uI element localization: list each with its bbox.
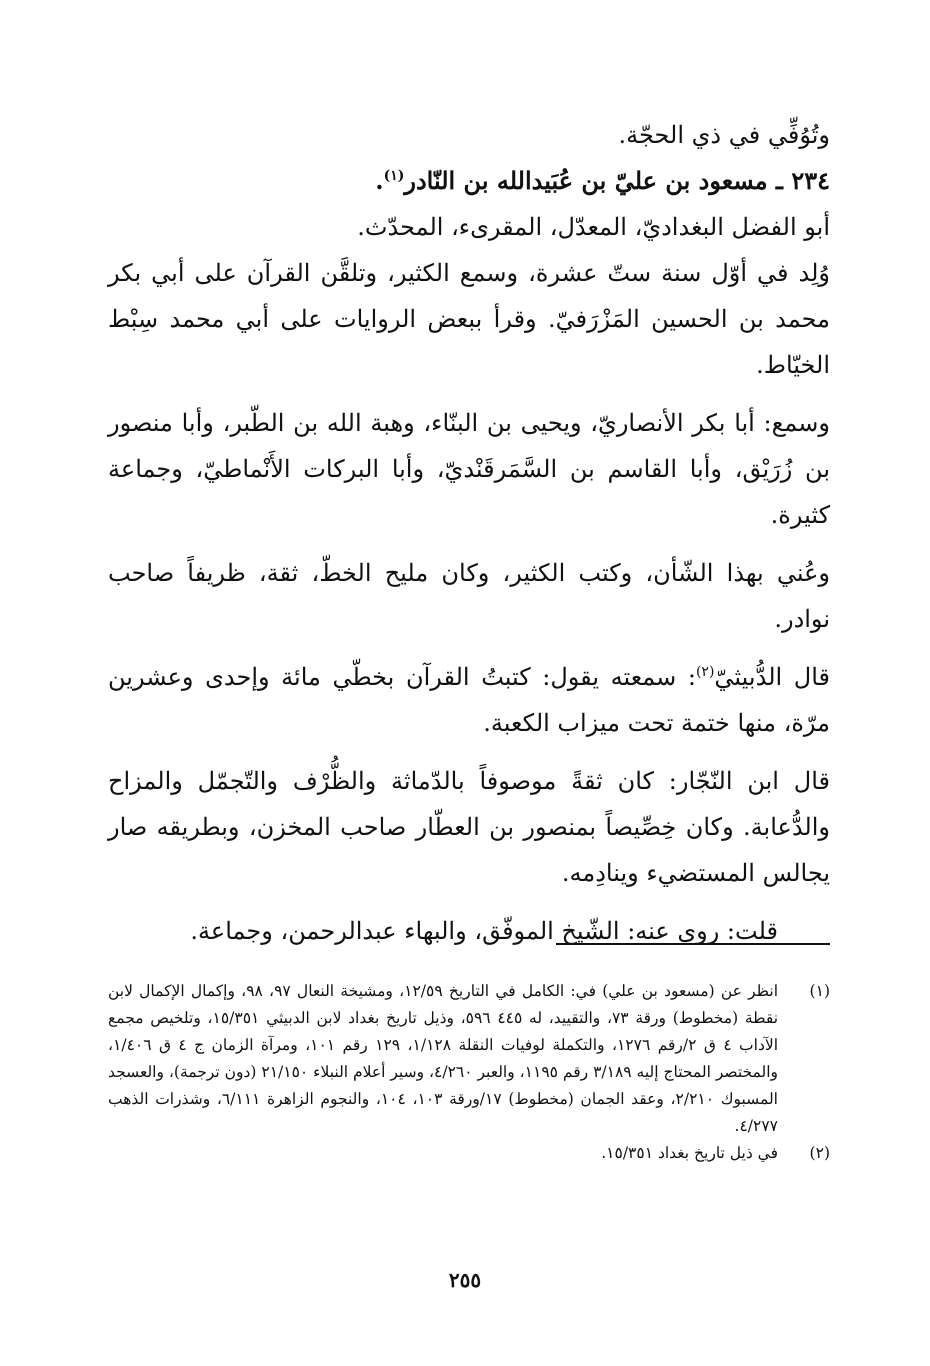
entry-title: ٢٣٤ ـ مسعود بن عليّ بن عُبَيدالله بن النّادر: [404, 166, 830, 195]
death-line: وتُوُفِّي في ذي الحجّة.: [618, 121, 830, 149]
footnote-ref-1[interactable]: (١): [383, 168, 405, 184]
najjar-paragraph: قال ابن النّجّار: كان ثقةً موصوفاً بالدّماثة والظُّرْف والتّجمّل والمزاح والدُّعابة. وكان خِصِّيصاً بمنصور بن العطّار صاحب المخزن، وبطريقه صار يجالس المستضيء وينادِمه.: [108, 767, 830, 887]
footnote-2: [108, 1140, 830, 1167]
footnote-number: (١): [809, 982, 830, 1000]
entry-title-end: .: [375, 166, 384, 195]
dubaythi-start: قال الدُّبيثيّ: [714, 663, 830, 691]
footnote-1: [108, 978, 830, 1140]
footnote-text: انظر عن (مسعود بن علي) في: الكامل في التاريخ ١٢/٥٩، ومشيخة النعال ٩٧، ٩٨، وإكمال الإكمال لابن نقطة (مخطوط) ورقة ٧٣، والتقييد، له ٤٤٥ ٥٩٦، وذيل تاريخ بغداد لابن الدبيثي ١٥/٣٥١، وتلخيص مجمع الآداب ٤ ق ٢/رقم ١٢٧٦، والتكملة لوفيات النقلة ١/١٢٨، ١٢٩ رقم ١٠١، ومرآة الزمان ج ٤ ق ١/٤٠٦، والمختصر المحتاج إليه ٣/١٨٩ رقم ١١٩٥، والعبر ٤/٢٦٠، وسير أعلام النبلاء ٢١/١٥٠ (دون ترجمة)، والعسجد المسبوك ٢/٢١٠، وعقد الجمان (مخطوط) ١٧/ورقة ١٠٣، ١٠٤، والنجوم الزاهرة ٦/١١١، وشذرات الذهب ٤/٢٧٧.: [108, 982, 779, 1135]
entry-heading: [108, 158, 830, 204]
dubaythi-paragraph: [108, 654, 830, 746]
footnote-separator: [556, 943, 830, 945]
kunya-line: أبو الفضل البغداديّ، المعدّل، المقرىء، المحدّث.: [357, 213, 830, 241]
footnote-ref-2[interactable]: (٢): [695, 664, 715, 680]
footnote-number: (٢): [809, 1144, 830, 1162]
birth-paragraph: وُلِد في أوّل سنة ستّ عشرة، وسمع الكثير، وتلقَّن القرآن على أبي بكر محمد بن الحسين المَزْرَفيّ. وقرأ ببعض الروايات على أبي محمد سِبْط الخيّاط.: [108, 259, 830, 379]
dubaythi-rest: : سمعته يقول: كتبتُ القرآن بخطّي مائة وإحدى وعشرين مرّة، منها ختمة تحت ميزاب الكعبة.: [108, 663, 830, 737]
footnotes: [108, 978, 830, 1167]
page-number: ٢٥٥: [448, 1268, 482, 1292]
qultu-paragraph: قلت: روى عنه: الشّيخ الموفّق، والبهاء عبدالرحمن، وجماعة.: [190, 917, 778, 945]
teachers-paragraph: وسمع: أبا بكر الأنصاريّ، ويحيى بن البنّاء، وهبة الله بن الطّبر، وأبا منصور بن زُرَيْق، وأبا القاسم بن السَّمَرقَنْديّ، وأبا البركات الأَنْماطيّ، وجماعة كثيرة.: [108, 409, 830, 529]
studies-paragraph: وعُني بهذا الشّأن، وكتب الكثير، وكان مليح الخطّ، ثقة، ظريفاً صاحب نوادر.: [108, 559, 830, 633]
main-text: [108, 112, 830, 966]
footnote-text: في ذيل تاريخ بغداد ١٥/٣٥١.: [601, 1144, 778, 1162]
